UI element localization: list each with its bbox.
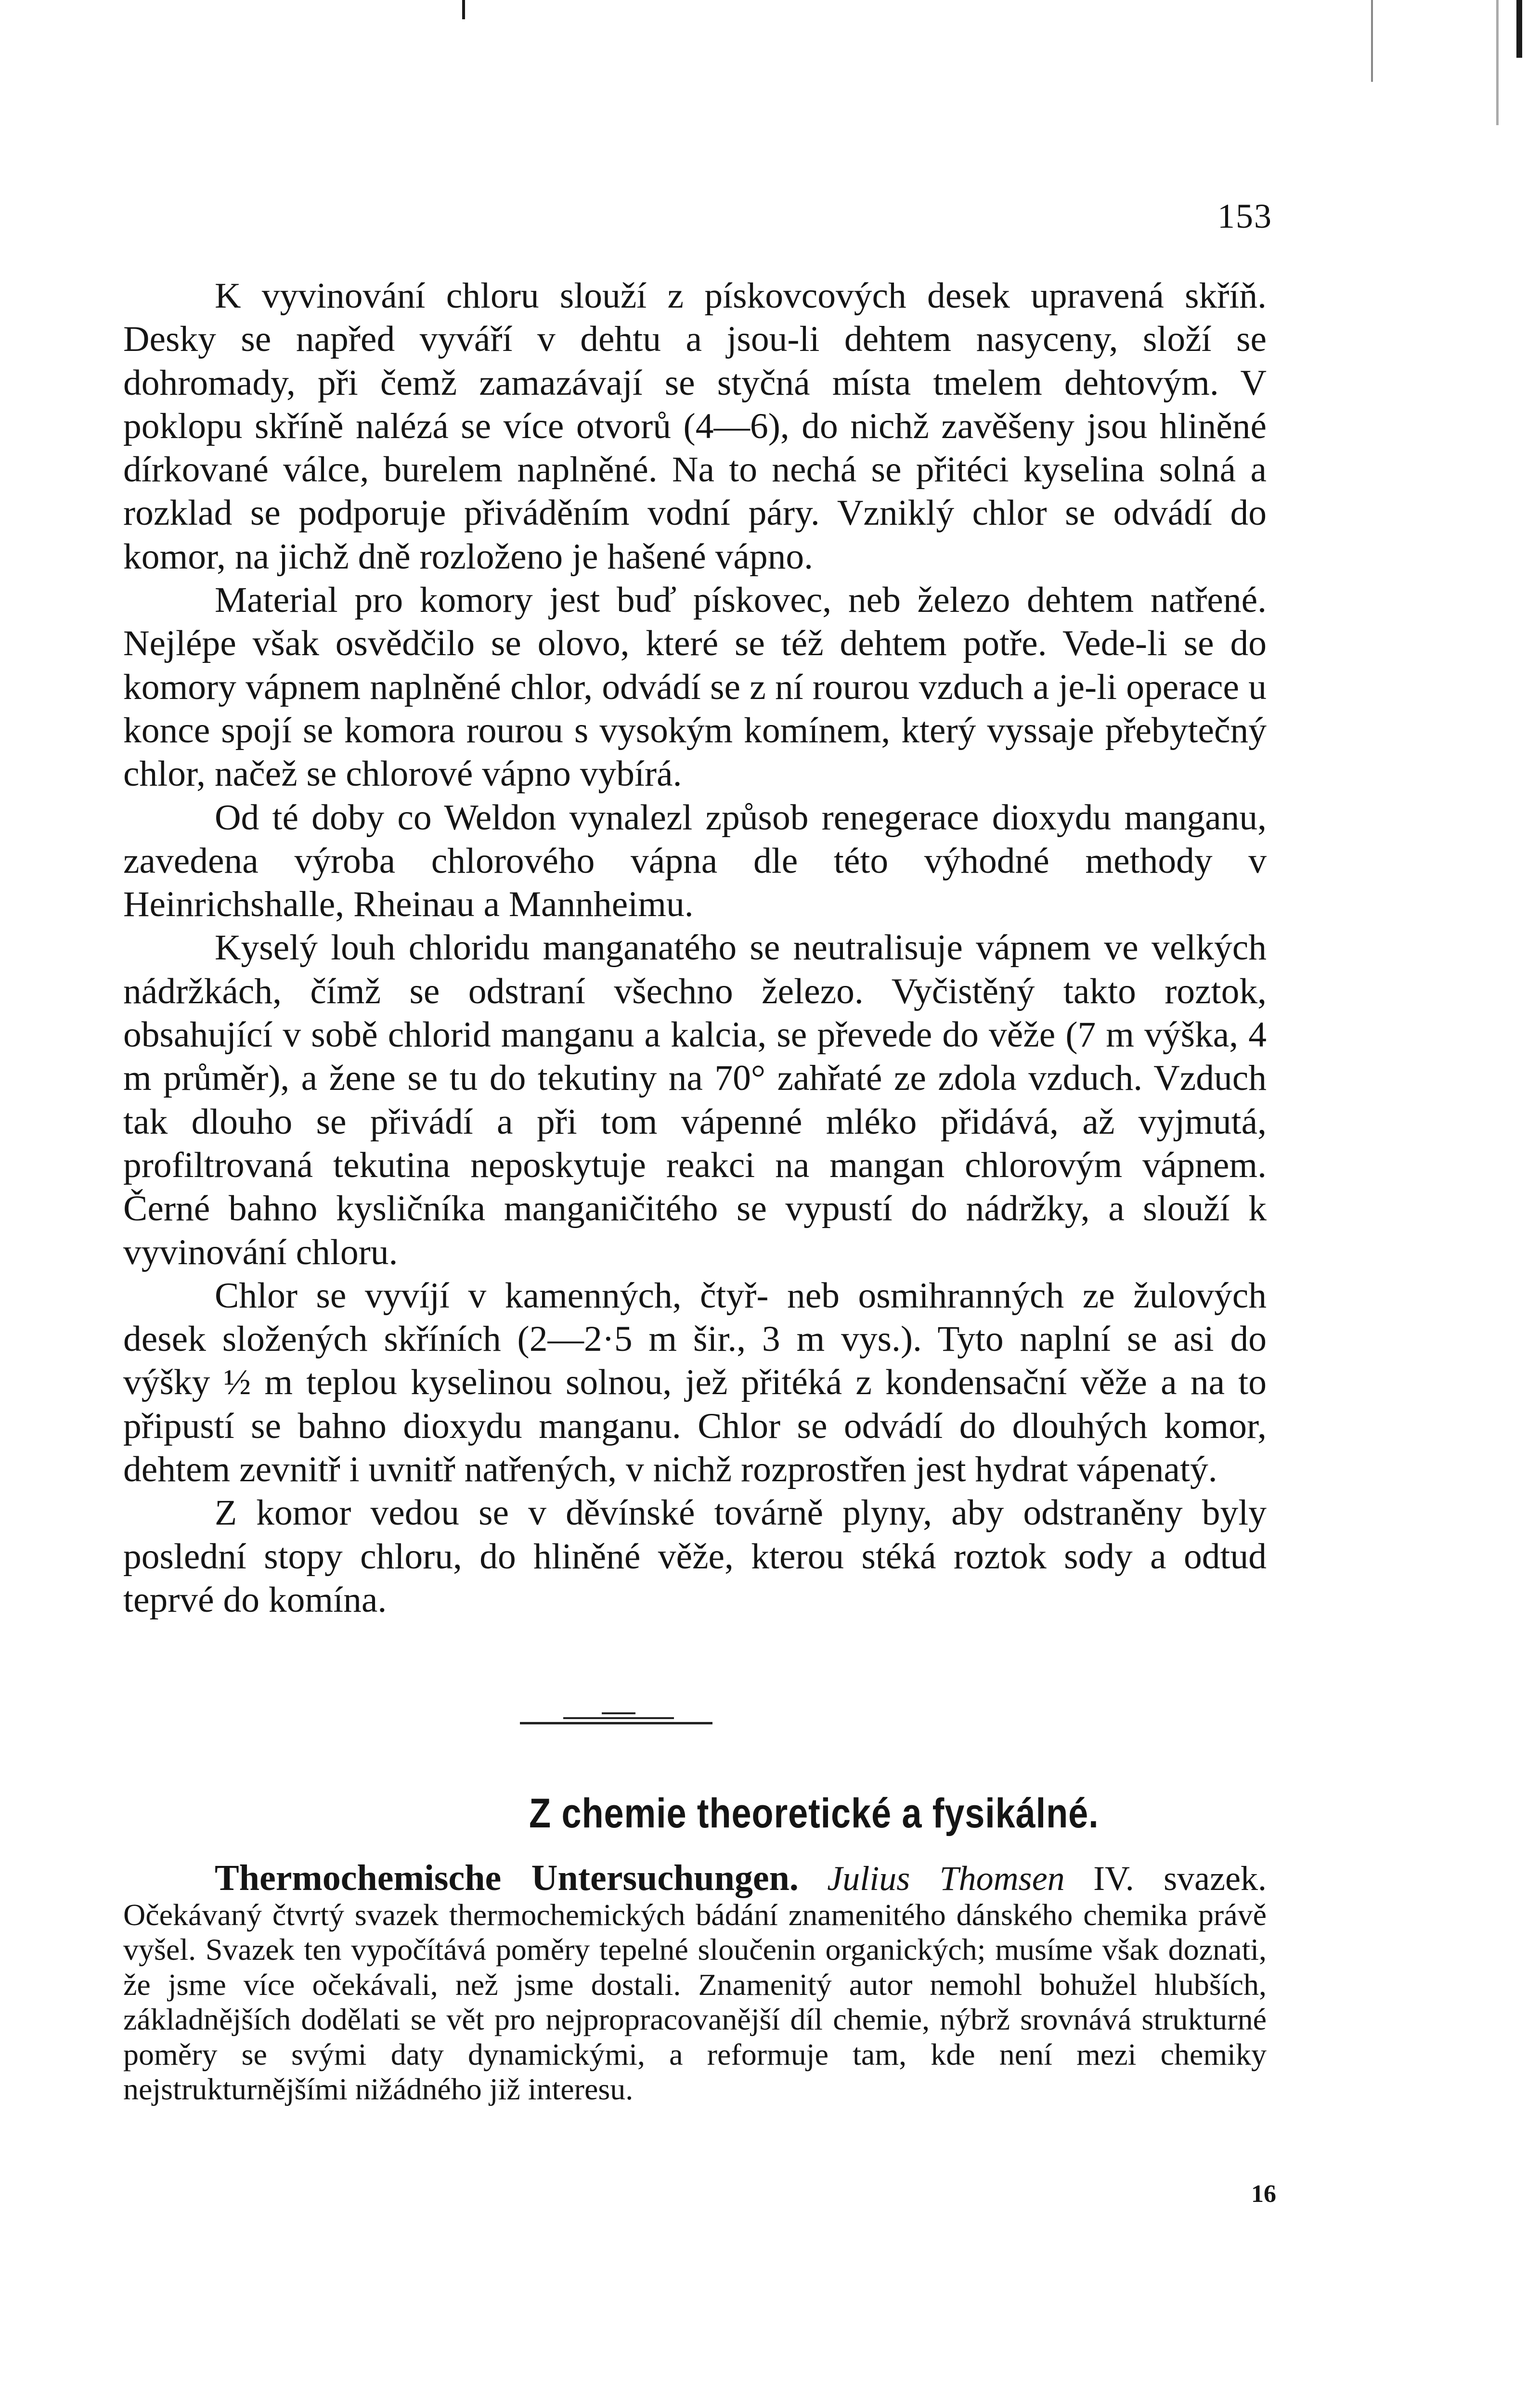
paragraph: Chlor se vyvíjí v kamenných, čtyř- neb osmihranných ze žulových desek složených skříních (2—2·5 m šir., 3 m vys.). Tyto naplní se asi do výšky ½ m teplou kyselinou solnou, jež přitéká z kondensační věže a na to připustí se bahno dioxydu manganu. Chlor se odvádí do dlouhých komor, dehtem zevnitř i uvnitř natřených, v nichž rozprostřen jest hydrat vápenatý. <box>123 1275 1267 1490</box>
review-author: Julius Thomsen <box>827 1859 1065 1898</box>
review-volume: IV. svazek. <box>1093 1859 1267 1898</box>
paragraph: Od té doby co Weldon vynalezl způsob renegerace dioxydu manganu, zavedena výroba chlorového vápna dle této výhodné methody v Heinrichshalle, Rheinau a Mannheimu. <box>123 797 1267 925</box>
paragraph: Z komor vedou se v děvínské továrně plyny, aby odstraněny byly poslední stopy chloru, do hliněné věže, kterou stéká roztok sody a odtud teprvé do komína. <box>123 1493 1267 1620</box>
page-number: 153 <box>1217 197 1272 235</box>
scan-edge-mark <box>1371 0 1373 82</box>
signature-mark: 16 <box>1251 2180 1276 2208</box>
review-paragraph <box>123 1858 1267 2107</box>
body-text <box>123 274 1267 1622</box>
review-text: Očekávaný čtvrtý svazek thermochemických bádání znamenitého dánského chemika právě vyšel. Svazek ten vypočítává poměry tepelné sloučenin organických; musíme však doznati, že jsme více očekávali, než jsme dostali. Znamenitý autor nemohl bohužel hlubších, základnějších dodělati se vět pro nejpropracovanější díl chemie, nýbrž srovnává strukturné poměry se svými daty dynamickými, a reformuje tam, kde není mezi chemiky nejstrukturnějšími nižádného již interesu. <box>123 1897 1267 2106</box>
section-divider <box>520 1712 712 1727</box>
paragraph: Material pro komory jest buď pískovec, neb železo dehtem natřené. Nejlépe však osvědčilo se olovo, které se též dehtem potře. Vede-li se do komory vápnem naplněné chlor, odvádí se z ní rourou vzduch a je-li operace u konce spojí se komora rourou s vysokým komínem, který vyssaje přebytečný chlor, načež se chlorové vápno vybírá. <box>123 580 1267 794</box>
review-title: Thermochemische Untersuchungen. <box>215 1858 799 1898</box>
book-review <box>123 1858 1267 2107</box>
scan-edge-mark <box>462 0 465 19</box>
section-heading: Z chemie theoretické a fysikálné. <box>529 1790 1099 1837</box>
scan-edge-mark <box>1496 0 1499 125</box>
paragraph: K vyvinování chloru slouží z pískovcových desek upravená skříň. Desky se napřed vyváří v dehtu a jsou-li dehtem nasyceny, složí se dohromady, při čemž zamazávají se styčná místa tmelem dehtovým. V poklopu skříně nalézá se více otvorů (4—6), do nichž zavěšeny jsou hliněné dírkované válce, burelem naplněné. Na to nechá se přitéci kyselina solná a rozklad se podporuje přiváděním vodní páry. Vzniklý chlor se odvádí do komor, na jichž dně rozloženo je hašené vápno. <box>123 276 1267 577</box>
scan-edge-mark <box>1516 0 1522 58</box>
paragraph: Kyselý louh chloridu manganatého se neutralisuje vápnem ve velkých nádržkách, čímž se odstraní všechno železo. Vyčistěný takto roztok, obsahující v sobě chlorid manganu a kalcia, se převede do věže (7 m výška, 4 m průměr), a žene se tu do tekutiny na 70° zahřaté ze zdola vzduch. Vzduch tak dlouho se přivádí a při tom vápenné mléko přidává, až vyjmutá, profiltrovaná tekutina neposkytuje reakci na mangan chlorovým vápnem. Černé bahno kysličníka manganičitého se vypustí do nádržky, a slouží k vyvinování chloru. <box>123 928 1267 1272</box>
